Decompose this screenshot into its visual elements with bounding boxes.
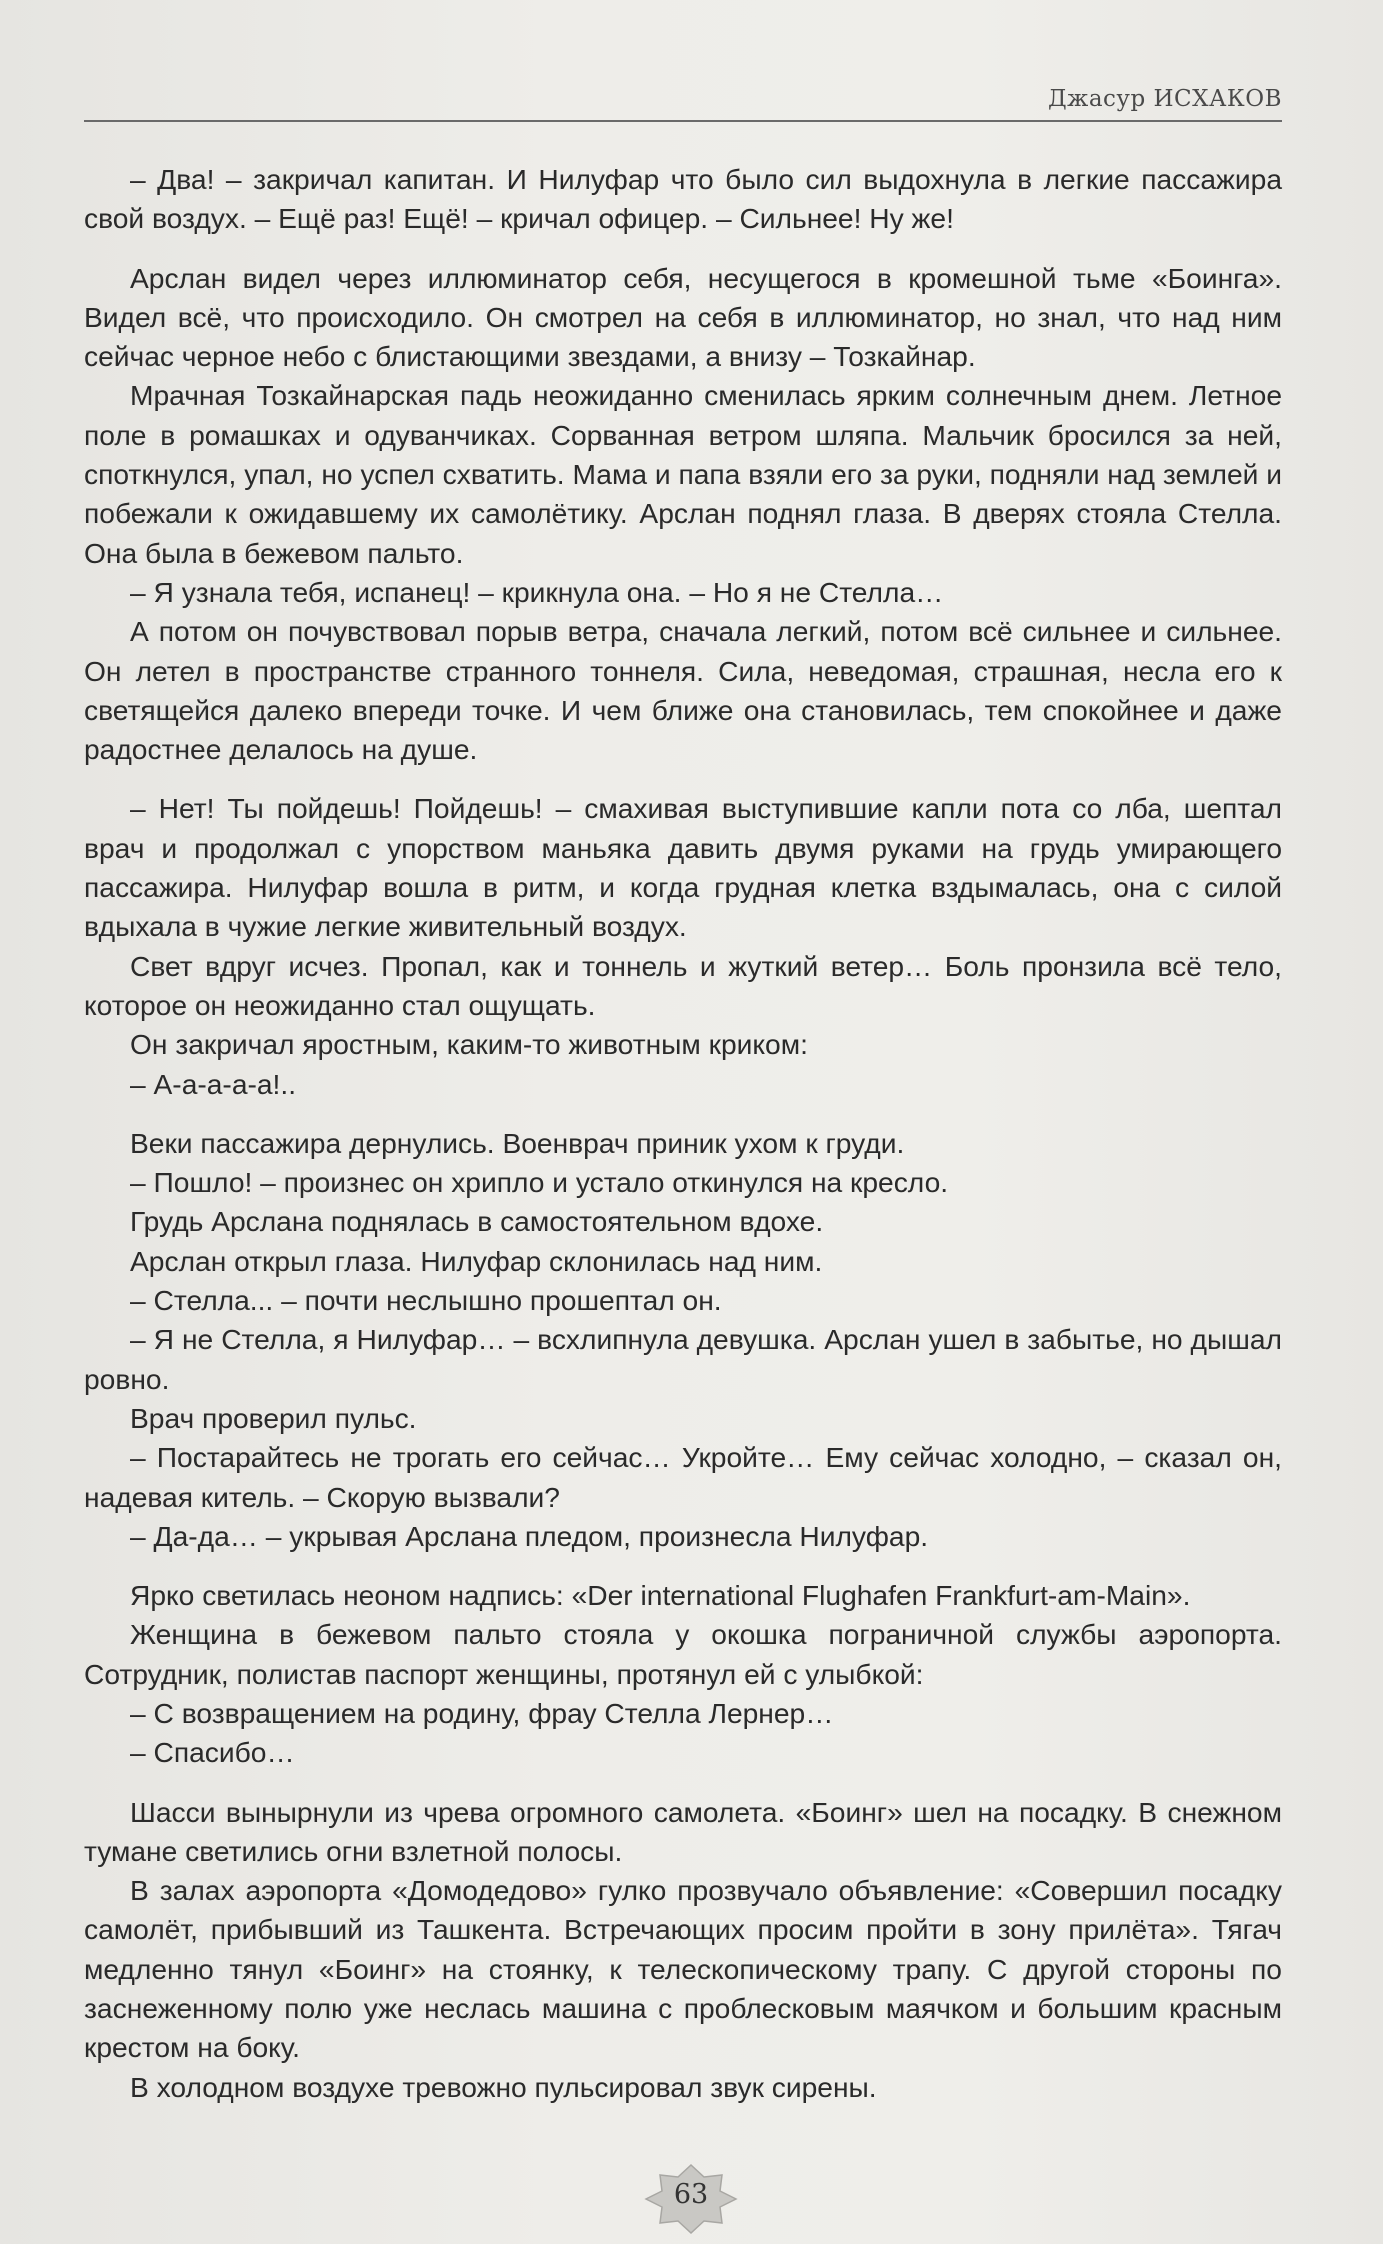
paragraph: – Да-да… – укрывая Арслана пледом, произнесла Нилуфар. [130,1519,929,1552]
paragraph: Грудь Арслана поднялась в самостоятельном вдохе. [130,1205,824,1238]
paragraph: – Я узнала тебя, испанец! – крикнула она. – Но я не Стелла… [130,575,944,608]
paragraph: – Я не Стелла, я Нилуфар… – всхлипнула девушка. Арслан ушел в забытье, но дышал ровно. [84,1323,1282,1395]
paragraph: Арслан открыл глаза. Нилуфар склонилась над ним. [130,1244,823,1277]
paragraph: Врач проверил пульс. [130,1401,417,1434]
paragraph: А потом он почувствовал порыв ветра, сначала легкий, потом всё сильнее и сильнее. Он летел в пространстве странного тоннеля. Сила, неведомая, страшная, несла его к светящейся далеко впереди точке. И чем ближе она становилась, тем спокойнее и даже радостнее делалось на душе. [84,615,1282,766]
paragraph: Ярко светилась неоном надпись: «Der international Flughafen Frankfurt-am-Main». [130,1579,1191,1612]
page-number-ornament [626,2163,756,2235]
paragraph: – Два! – закричал капитан. И Нилуфар что было сил выдохнула в легкие пассажира свой воздух. – Ещё раз! Ещё! – кричал офицер. – Сильнее! Ну же! [84,163,1282,235]
paragraph: Веки пассажира дернулись. Военврач приник ухом к груди. [130,1126,905,1159]
paragraph: Мрачная Тозкайнарская падь неожиданно сменилась ярким солнечным днем. Летное поле в ромашках и одуванчиках. Сорванная ветром шляпа. Мальчик бросился за ней, споткнулся, упал, но успел схватить. Мама и папа взяли его за руки, подняли над землей и побежали к ожидавшему их самолётику. Арслан поднял глаза. В дверях стояла Стелла. Она была в бежевом пальто. [84,379,1282,569]
paragraph: – Нет! Ты пойдешь! Пойдешь! – смахивая выступившие капли пота со лба, шептал врач и продолжал с упорством маньяка давить двумя руками на грудь умирающего пассажира. Нилуфар вошла в ритм, и когда грудная клетка вздымалась, она с силой вдыхала в чужие легкие живительный воздух. [84,792,1282,943]
paragraph: – Пошло! – произнес он хрипло и устало откинулся на кресло. [130,1166,949,1199]
paragraph: Свет вдруг исчез. Пропал, как и тоннель и жуткий ветер… Боль пронзила всё тело, которое он неожиданно стал ощущать. [84,949,1282,1021]
page-header [84,86,1282,122]
paragraph: Он закричал яростным, каким-то животным криком: [130,1028,808,1061]
paragraph: В залах аэропорта «Домодедово» гулко прозвучало объявление: «Совершил посадку самолёт, прибывший из Ташкента. Встречающих просим пройти в зону прилёта». Тягач медленно тянул «Боинг» на стоянку, к телескопическому трапу. С другой стороны по заснеженному полю уже неслась машина с проблесковым маячком и большим красным крестом на боку. [84,1874,1282,2064]
paragraph: В холодном воздухе тревожно пульсировал звук сирены. [130,2070,877,2103]
paragraph: – Постарайтесь не трогать его сейчас… Укройте… Ему сейчас холодно, – сказал он, надевая китель. – Скорую вызвали? [84,1441,1282,1513]
paragraph: – С возвращением на родину, фрау Стелла Лернер… [130,1696,834,1729]
body-text [84,160,1282,2107]
paragraph: Шасси вынырнули из чрева огромного самолета. «Боинг» шел на посадку. В снежном тумане светились огни взлетной полосы. [84,1795,1282,1867]
page-number: 63 [673,2179,709,2210]
paragraph: Арслан видел через иллюминатор себя, несущегося в кромешной тьме «Боинга». Видел всё, что происходило. Он смотрел на себя в иллюминатор, но знал, что над ним сейчас черное небо с блистающими звездами, а внизу – Тозкайнар. [84,261,1282,373]
paragraph: Женщина в бежевом пальто стояла у окошка пограничной службы аэропорта. Сотрудник, полистав паспорт женщины, протянул ей с улыбкой: [84,1618,1282,1690]
paragraph: – Стелла... – почти неслышно прошептал он. [130,1284,722,1317]
running-title: Джасур ИСХАКОВ [1047,86,1282,112]
paragraph: – А-а-а-а-а!.. [130,1067,297,1100]
paragraph: – Спасибо… [130,1736,295,1769]
